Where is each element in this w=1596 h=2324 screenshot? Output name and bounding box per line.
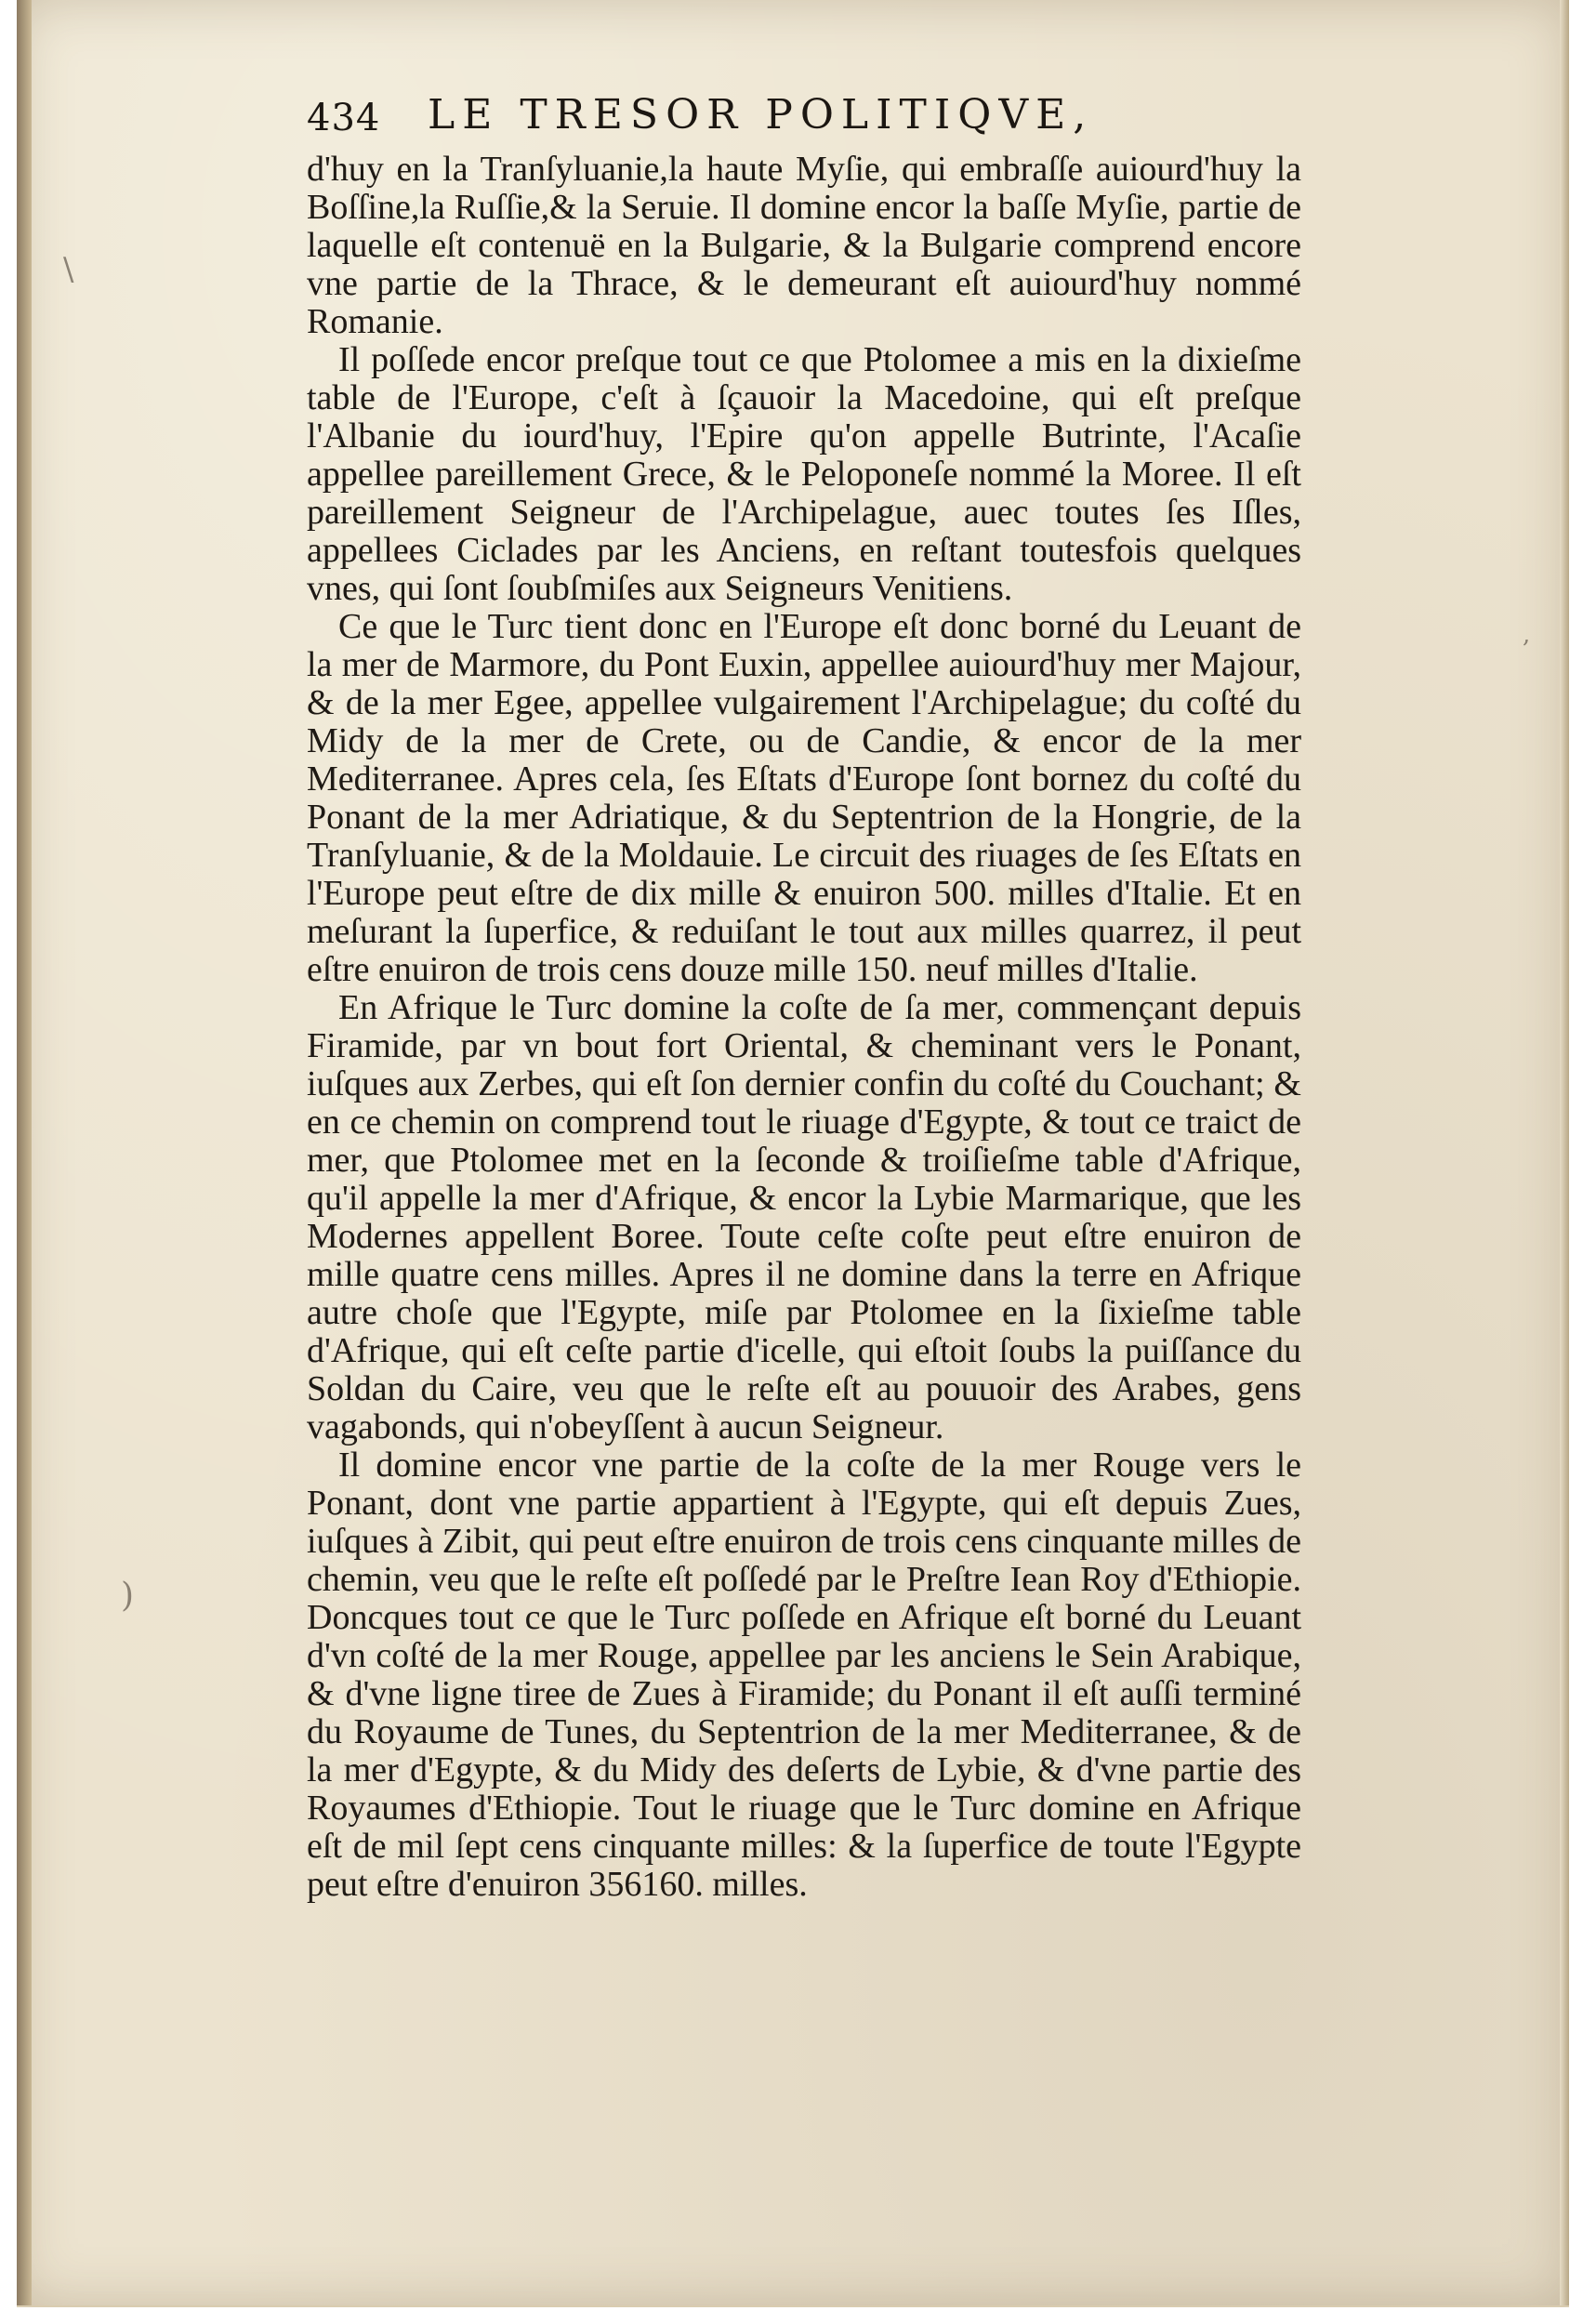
running-title: LE TRESOR POLITIQVE,: [428, 91, 1094, 139]
margin-mark: ,: [1523, 621, 1531, 649]
page-right-edge: [1560, 0, 1569, 2305]
margin-mark: ): [121, 1577, 135, 1615]
paragraph: d'huy en la Tranſyluanie,la haute Myſie, qui embraſſe auiourd'huy la Boſſine,la Ruſſie,& la Seruie. Il domine encor la baſſe Myſie, partie de laquelle eſt contenuë en la Bulgarie, & la Bulgarie comprend encore vne partie de la Thrace, & le demeurant eſt auiourd'huy nommé Romanie.: [307, 150, 1301, 341]
page-left-edge: [17, 0, 32, 2305]
paragraph: Il domine encor vne partie de la coſte de la mer Rouge vers le Ponant, dont vne partie appartient à l'Egypte, qui eſt depuis Zues, iuſques à Zibit, qui peut eſtre enuiron de trois cens cinquante milles de chemin, veu que le reſte eſt poſſedé par le Preſtre Iean Roy d'Ethiopie. Doncques tout ce que le Turc poſſede en Afrique eſt borné du Leuant d'vn coſté de la mer Rouge, appellee par les anciens le Sein Arabique, & d'vne ligne tiree de Zues à Firamide; du Ponant il eſt auſſi terminé du Royaume de Tunes, du Septentrion de la mer Mediterranee, & de la mer d'Egypte, & du Midy des deſerts de Lybie, & d'vne partie des Royaumes d'Ethiopie. Tout le riuage que le Turc domine en Afrique eſt de mil ſept cens cinquante milles: & la ſuperfice de toute l'Egypte peut eſtre d'enuiron 356160. milles.: [307, 1446, 1301, 1904]
margin-mark: \: [63, 251, 74, 288]
page-header: [307, 86, 1264, 160]
paragraph: Il poſſede encor preſque tout ce que Ptolomee a mis en la dixieſme table de l'Europe, c'eſt à ſçauoir la Macedoine, qui eſt preſque l'Albanie du iourd'huy, l'Epire qu'on appelle Butrinte, l'Acaſie appellee pareillement Grece, & le Peloponeſe nommé la Moree. Il eſt pareillement Seigneur de l'Archipelague, auec toutes ſes Iſles, appellees Ciclades par les Anciens, en reſtant toutesfois quelques vnes, qui ſont ſoubſmiſes aux Seigneurs Venitiens.: [307, 340, 1301, 608]
paragraph: En Afrique le Turc domine la coſte de ſa mer, commençant depuis Firamide, par vn bout fort Oriental, & cheminant vers le Ponant, iuſques aux Zerbes, qui eſt ſon dernier confin du coſté du Couchant; & en ce chemin on comprend tout le riuage d'Egypte, & tout ce traict de mer, que Ptolomee met en la ſeconde & troiſieſme table d'Afrique, qu'il appelle la mer d'Afrique, & encor la Lybie Marmarique, que les Modernes appellent Boree. Toute ceſte coſte peut eſtre enuiron de mille quatre cens milles. Apres il ne domine dans la terre en Afrique autre choſe que l'Egypte, miſe par Ptolomee en la ſixieſme table d'Afrique, qui eſt ceſte partie d'icelle, qui eſtoit ſoubs la puiſſance du Soldan du Caire, veu que le reſte eſt au pouuoir des Arabes, gens vagabonds, qui n'obeyſſent à aucun Seigneur.: [307, 988, 1301, 1446]
paragraph: Ce que le Turc tient donc en l'Europe eſt donc borné du Leuant de la mer de Marmore, du Pont Euxin, appellee auiourd'huy mer Majour, & de la mer Egee, appellee vulgairement l'Archipelague; du coſté du Midy de la mer de Crete, ou de Candie, & encor de la mer Mediterranee. Apres cela, ſes Eſtats d'Europe ſont bornez du coſté du Ponant de la mer Adriatique, & du Septentrion de la Hongrie, de la Tranſyluanie, & de la Moldauie. Le circuit des riuages de ſes Eſtats en l'Europe peut eſtre de dix mille & enuiron 500. milles d'Italie. Et en meſurant la ſuperfice, & reduiſant le tout aux milles quarrez, il peut eſtre enuiron de trois cens douze mille 150. neuf milles d'Italie.: [307, 607, 1301, 989]
page-number: 434: [307, 97, 381, 139]
body-text: [307, 151, 1301, 1904]
